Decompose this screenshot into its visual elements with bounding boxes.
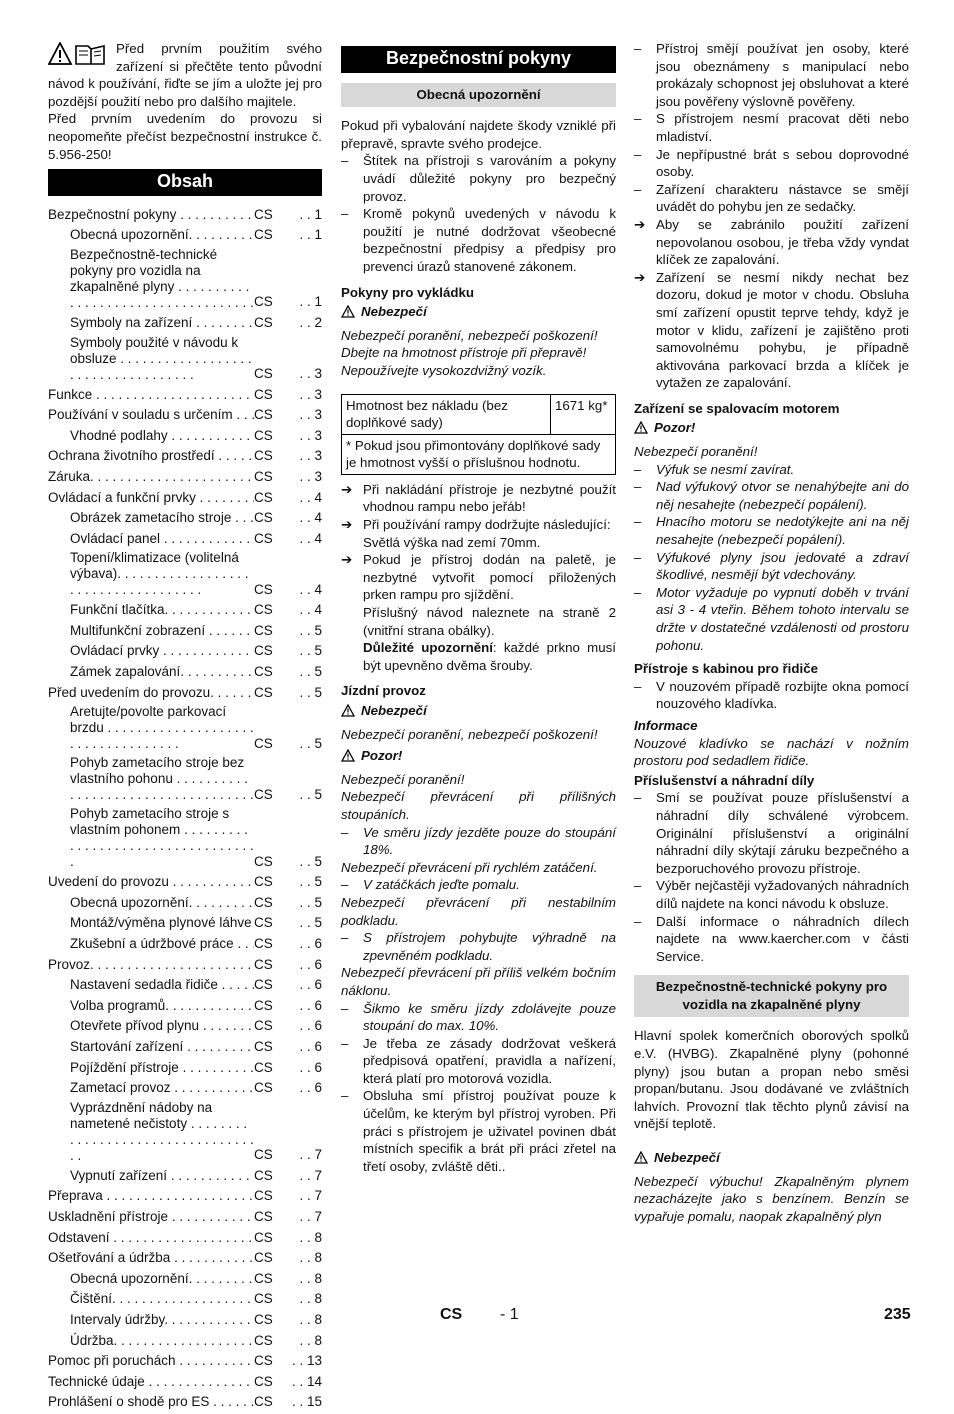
- toc-entry-lang: CS: [254, 1208, 273, 1224]
- toc-entry-title: Topení/klimatizace (volitelná výbava). . . .: [48, 550, 254, 598]
- toc-entry-title: Zámek zapalování. . . .: [48, 663, 254, 681]
- toc-entry-page: . . 5: [282, 642, 322, 660]
- toc-entry-page: . . 7: [282, 1167, 322, 1185]
- toc-entry-lang: CS: [254, 1394, 273, 1410]
- lpg-heading: Bezpečnostně-technické pokyny pro vozidla na zkapalněné plyny: [634, 975, 909, 1017]
- toc-entry-lang: CS: [254, 407, 273, 423]
- footer-language: CS: [440, 1306, 463, 1323]
- toc-entry-page: . . 3: [282, 386, 322, 404]
- toc-entry-lang: CS: [254, 294, 273, 310]
- toc-entry[interactable]: [48, 997, 322, 1015]
- toc-entry[interactable]: [48, 1229, 322, 1247]
- weight-table: [341, 394, 616, 475]
- footer-local-page: - 1: [500, 1306, 519, 1323]
- list-item: ➔ Pokud je přístroj dodán na paletě, je nezbytné vytvořit pomocí přiložených prken rampu pro sjíždění. Příslušný návod naleznete na straně 2 (vnitřní strana obálky). Důležité upozornění: každé prkno musí být upevněno dvěma šrouby.: [341, 552, 616, 673]
- accessories-title: Příslušenství a náhradní díly: [634, 772, 815, 788]
- caution-label: Pozor!: [634, 419, 909, 439]
- driving-title: Jízdní provoz: [341, 683, 426, 699]
- toc-entry-title: Obecná upozornění. . . .: [48, 894, 254, 912]
- list-item: – V zatáčkách jeďte pomalu.: [341, 877, 520, 893]
- toc-entry-lang: CS: [254, 997, 273, 1013]
- toc-entry-lang: CS: [254, 489, 273, 505]
- list-item: – Smí se používat pouze příslušenství a náhradní díly schválené výrobcem. Originální příslušenství a originální náhradní díly skýtají záruku bezpečného a bezporuchového provozu přístroje.: [634, 790, 909, 876]
- toc-entry-title: Záruka. . . .: [48, 468, 254, 486]
- list-item: – Další informace o náhradních dílech najdete na www.kaercher.com v části Service.: [634, 913, 909, 964]
- toc-entry-page: . . 14: [282, 1373, 322, 1391]
- weight-note: * Pokud jsou přimontovány doplňkové sady je hmotnost vyšší o příslušnou hodnotu.: [342, 434, 616, 474]
- toc-entry-page: . . 1: [282, 206, 322, 224]
- warning-icon: [634, 421, 648, 439]
- toc-entry-lang: CS: [254, 581, 273, 597]
- caution-text: Nebezpečí převrácení při nestabilním podkladu.: [341, 894, 616, 928]
- danger-label: Nebezpečí: [634, 1149, 909, 1169]
- list-item: – Nad výfukový otvor se nenahýbejte ani do něj nesahejte (nebezpečí popálení).: [634, 479, 909, 512]
- toc-entry[interactable]: [48, 530, 322, 548]
- toc-entry-page: . . 5: [282, 663, 322, 681]
- toc-entry-page: . . 1: [282, 293, 322, 311]
- list-item: – Hnacího motoru se nedotýkejte ani na něj nesahejte (nebezpečí popálení).: [634, 514, 909, 548]
- toc-entry-page: . . 1: [282, 226, 322, 244]
- toc-entry-page: . . 6: [282, 956, 322, 974]
- toc-entry-page: . . 3: [282, 447, 322, 465]
- engine-caution-text: Nebezpečí poranění!: [634, 444, 758, 460]
- lpg-warning: Nebezpečí výbuchu! Zkapalněným plynem nezacházejte jako s benzínem. Benzín se vypařuje pomalu, naopak zkapalněný plyn: [634, 1173, 909, 1224]
- toc-entry-title: Pojíždění přístroje . . .: [48, 1059, 254, 1077]
- toc-entry-page: . . 8: [282, 1229, 322, 1247]
- toc-entry-page: . . 4: [282, 601, 322, 619]
- toc-entry-title: Technické údaje . . .: [48, 1373, 254, 1391]
- toc-entry-lang: CS: [254, 786, 273, 802]
- list-item: – Výfuk se nesmí zavírat.: [634, 461, 795, 477]
- arrow-list: [341, 481, 616, 675]
- toc-entry-lang: CS: [254, 643, 273, 659]
- toc-entry-lang: CS: [254, 1018, 273, 1034]
- toc-entry-title: Vyprázdnění nádoby na nametené nečistoty . . .: [48, 1100, 254, 1164]
- intro-paragraph-2: Před prvním uvedením do provozu si neopomeňte přečíst bezpečnostní instrukce č. 5.956-250!: [48, 111, 322, 162]
- toc-entry-page: . . 3: [282, 468, 322, 486]
- unload-title: Pokyny pro vykládku: [341, 284, 475, 300]
- toc-entry-lang: CS: [254, 915, 273, 931]
- caution-label: Pozor!: [341, 747, 616, 767]
- toc-entry-lang: CS: [254, 448, 273, 464]
- list-item: ➔ Při nakládání přístroje je nezbytné použít vhodnou rampu nebo jeřáb!: [341, 481, 616, 515]
- toc-entry[interactable]: [48, 427, 322, 445]
- toc-entry[interactable]: [48, 976, 322, 994]
- toc-entry-lang: CS: [254, 1039, 273, 1054]
- toc-entry-lang: CS: [254, 427, 273, 443]
- toc-entry-lang: CS: [254, 468, 273, 484]
- unload-warning-3: Nepoužívejte vysokozdvižný vozík.: [341, 362, 547, 378]
- toc-entry-lang: CS: [254, 1353, 273, 1369]
- toc-entry[interactable]: [48, 806, 322, 870]
- toc-entry-title: Volba programů. . . .: [48, 997, 254, 1015]
- driving-warning: Nebezpečí poranění, nebezpečí poškození!: [341, 726, 598, 742]
- toc-entry-lang: CS: [254, 530, 273, 546]
- toc-entry-lang: CS: [254, 1373, 273, 1389]
- toc-entry-lang: CS: [254, 1332, 273, 1348]
- unpack-paragraph: Pokud při vybalování najdete škody vzniklé při přepravě, spravte svého prodejce.: [341, 118, 616, 151]
- toc-entry-page: . . 4: [282, 489, 322, 507]
- toc-entry-lang: CS: [254, 684, 273, 700]
- weight-value: 1671 kg*: [551, 394, 616, 434]
- toc-entry-title: Vypnutí zařízení . . .: [48, 1167, 254, 1185]
- toc-entry[interactable]: [48, 489, 322, 507]
- danger-label: Nebezpečí: [341, 303, 616, 323]
- toc-entry-title: Obrázek zametacího stroje . . .: [48, 509, 254, 527]
- toc-entry[interactable]: [48, 894, 322, 912]
- toc-entry-title: Přeprava . . .: [48, 1187, 254, 1205]
- toc-entry[interactable]: [48, 642, 322, 660]
- toc-entry-page: . . 8: [282, 1290, 322, 1308]
- toc-entry[interactable]: [48, 468, 322, 486]
- toc-entry[interactable]: [48, 226, 322, 244]
- toc-entry[interactable]: [48, 206, 322, 224]
- list-item: – Výběr nejčastěji vyžadovaných náhradních dílů najdete na konci návodu k obsluze.: [634, 878, 909, 911]
- list-item: – Zařízení charakteru nástavce se smějí uvádět do pohybu jen ze sedačky.: [634, 181, 909, 215]
- toc-entry[interactable]: [48, 1059, 322, 1077]
- toc-entry-lang: CS: [254, 602, 273, 618]
- toc-entry-title: Používání v souladu s určením . . .: [48, 406, 254, 424]
- caution-text: Nebezpečí převrácení při rychlém zatáčení.: [341, 859, 598, 875]
- toc-entry-title: Otevřete přívod plynu . . .: [48, 1017, 254, 1035]
- toc-entry[interactable]: [48, 1249, 322, 1267]
- left-column: [48, 40, 322, 1414]
- toc-entry-lang: CS: [254, 874, 273, 890]
- toc-entry[interactable]: [48, 1038, 322, 1056]
- toc-entry-title: Montáž/výměna plynové láhve . . .: [48, 914, 254, 932]
- toc-entry-title: Startování zařízení . . .: [48, 1038, 254, 1056]
- weight-label: Hmotnost bez nákladu (bez doplňkové sady): [342, 394, 551, 434]
- toc-entry-title: Odstavení . . .: [48, 1229, 254, 1247]
- toc-entry-lang: CS: [254, 956, 273, 972]
- toc-entry-title: Ovládací a funkční prvky . . .: [48, 489, 254, 507]
- toc-entry-lang: CS: [254, 977, 273, 993]
- list-item: – Štítek na přístroji s varováním a pokyny uvádí důležité pokyny pro bezpečný provoz.: [341, 153, 616, 204]
- middle-column: [341, 40, 616, 1175]
- toc-entry-title: Údržba. . . .: [48, 1332, 254, 1350]
- toc-entry[interactable]: [48, 684, 322, 702]
- list-item: – S přístrojem nesmí pracovat děti nebo mladiství.: [634, 111, 909, 144]
- cabin-title: Přístroje s kabinou pro řidiče: [634, 661, 818, 677]
- toc-entry-title: Obecná upozornění. . . .: [48, 226, 254, 244]
- toc-entry[interactable]: [48, 509, 322, 527]
- toc-entry-lang: CS: [254, 936, 273, 952]
- toc-entry-page: . . 5: [282, 684, 322, 702]
- toc-entry-page: . . 4: [282, 530, 322, 548]
- toc-entry-lang: CS: [254, 1250, 273, 1266]
- list-item: – Obsluha smí přístroj používat pouze k účelům, ke kterým byl přístroj vyroben. Při práci s přístrojem je uživatel povinen dbát místních specifik a brát při práci zřetel na třetí osoby, zvláště děti..: [341, 1088, 616, 1174]
- toc-entry-page: . . 7: [282, 1146, 322, 1164]
- lpg-paragraph: Hlavní spolek komerčních oborových spolků e.V. (HVBG). Zkapalněné plyny (pohonné plyny) jsou butan a propan nebo směsi propan/butanu. Jsou dodávané ve zvláštních lahvích. Provozní tlak těchto plynů závisí na vnější teplotě.: [634, 1028, 909, 1132]
- toc-entry-lang: CS: [254, 227, 273, 243]
- toc-entry-title: Ošetřování a údržba . . .: [48, 1249, 254, 1267]
- toc-entry-page: . . 8: [282, 1311, 322, 1329]
- list-item: – Výfukové plyny jsou jedovaté a zdraví škodlivé, nesmějí být vdechovány.: [634, 549, 909, 583]
- toc-entry-lang: CS: [254, 664, 273, 680]
- toc-entry-title: Obecná upozornění. . . .: [48, 1270, 254, 1288]
- list-item: ➔ Při používání rampy dodržujte následující: Světlá výška nad zemí 70mm.: [341, 517, 611, 550]
- toc-entry[interactable]: [48, 335, 322, 383]
- toc-entry-lang: CS: [254, 1167, 273, 1183]
- list-item: ➔ Zařízení se nesmí nikdy nechat bez dozoru, dokud je motor v chodu. Obsluha smí zařízení opustit teprve tehdy, když je motor v klidu, zařízení je zajištěno proti samovolnému pohybu, je případně aktivována parkovací brzda a klíček je vytažen ze zapalování.: [634, 269, 909, 391]
- toc-entry-title: Funkční tlačítka. . . .: [48, 601, 254, 619]
- toc-entry[interactable]: [48, 1290, 322, 1308]
- toc-entry-lang: CS: [254, 1291, 273, 1307]
- toc-heading: Obsah: [48, 169, 322, 196]
- toc-entry-page: . . 6: [282, 1079, 322, 1097]
- list-item: – S přístrojem pohybujte výhradně na zpevněném podkladu.: [341, 930, 616, 963]
- toc-entry-lang: CS: [254, 510, 273, 526]
- toc-entry[interactable]: [48, 663, 322, 681]
- toc-entry-title: Uskladnění přístroje . . .: [48, 1208, 254, 1226]
- toc-entry-page: . . 5: [282, 894, 322, 912]
- list-item: ➔ Aby se zabránilo použití zařízení nepovolanou osobou, je třeba vždy vyndat klíček ze zapalování.: [634, 216, 909, 268]
- toc-entry[interactable]: [48, 1079, 322, 1097]
- toc-entry-title: Čištění. . . .: [48, 1290, 254, 1308]
- toc-entry-lang: CS: [254, 735, 273, 751]
- toc-entry-title: Symboly použité v návodu k obsluze . . .: [48, 335, 254, 383]
- toc-entry-page: . . 4: [282, 509, 322, 527]
- toc-entry-title: Ovládací panel . . .: [48, 530, 254, 548]
- toc-entry-title: Funkce . . .: [48, 386, 254, 404]
- toc-entry[interactable]: [48, 1393, 322, 1411]
- toc-entry-lang: CS: [254, 1080, 273, 1096]
- toc-entry-page: . . 5: [282, 853, 322, 871]
- toc-entry-title: Aretujte/povolte parkovací brzdu . . .: [48, 704, 254, 752]
- warning-icon: [341, 305, 355, 323]
- toc-entry-title: Symboly na zařízení . . .: [48, 314, 254, 332]
- caution-text: Nebezpečí převrácení při příliš velkém bočním náklonu.: [341, 965, 616, 998]
- toc-entry-title: Pomoc při poruchách . . .: [48, 1352, 254, 1370]
- caution-text: Nebezpečí převrácení při přílišných stoupáních.: [341, 789, 616, 822]
- toc-entry-page: . . 3: [282, 406, 322, 424]
- toc-entry[interactable]: [48, 1270, 322, 1288]
- toc-entry-title: Pohyb zametacího stroje s vlastním pohonem . . .: [48, 806, 254, 870]
- toc-entry-title: Bezpečnostně-technické pokyny pro vozidla na zkapalněné plyny . . .: [48, 247, 254, 311]
- danger-label: Nebezpečí: [341, 702, 616, 722]
- warning-icon: [341, 704, 355, 722]
- toc-entry-title: Ochrana životního prostředí . . .: [48, 447, 254, 465]
- toc-entry-page: . . 7: [282, 1187, 322, 1205]
- toc-entry-lang: CS: [254, 894, 273, 910]
- toc-entry-title: Před uvedením do provozu. . . .: [48, 684, 254, 702]
- toc-entry-page: . . 6: [282, 1059, 322, 1077]
- warning-manual-icon: [48, 42, 108, 71]
- toc-entry-title: Vhodné podlahy . . .: [48, 427, 254, 445]
- toc-entry-lang: CS: [254, 1059, 273, 1075]
- toc-entry-title: Zametací provoz . . .: [48, 1079, 254, 1097]
- toc-entry-lang: CS: [254, 206, 273, 222]
- toc-entry[interactable]: [48, 873, 322, 891]
- toc-entry[interactable]: [48, 1332, 322, 1350]
- toc-entry-title: Intervaly údržby. . . .: [48, 1311, 254, 1329]
- toc-entry-page: . . 5: [282, 786, 322, 804]
- info-text: Nouzové kladívko se nachází v nožním prostoru pod sedadlem řidiče.: [634, 735, 909, 769]
- toc-entry-page: . . 6: [282, 1038, 322, 1056]
- toc-entry-page: . . 15: [282, 1393, 322, 1411]
- toc-entry[interactable]: [48, 447, 322, 465]
- list-item: – Motor vyžaduje po vypnutí doběh v trvání asi 3 - 4 vteřin. Během tohoto intervalu se držte v dostatečné vzdálenosti od prostoru pohonu.: [634, 584, 909, 653]
- toc-entry-page: . . 7: [282, 1208, 322, 1226]
- toc-entry-title: Pohyb zametacího stroje bez vlastního pohonu . . .: [48, 755, 254, 803]
- toc-entry-lang: CS: [254, 1147, 273, 1163]
- toc-entry[interactable]: [48, 914, 322, 932]
- toc-entry-page: . . 6: [282, 1017, 322, 1035]
- toc-entry-page: . . 6: [282, 997, 322, 1015]
- toc-entry-lang: CS: [254, 386, 273, 402]
- toc-entry-title: Ovládací prvky . . .: [48, 642, 254, 660]
- toc-entry[interactable]: [48, 1187, 322, 1205]
- toc-entry[interactable]: [48, 1352, 322, 1370]
- general-notes-heading: Obecná upozornění: [341, 83, 616, 108]
- list-item: – Je nepřípustné brát s sebou doprovodné osoby.: [634, 146, 909, 180]
- list-item: – Kromě pokynů uvedených v návodu k použití je nutné dodržovat všeobecné bezpečnostní předpisy a předpisy pro prevenci úrazů stanovené zákonem.: [341, 206, 616, 274]
- toc-entry-title: Prohlášení o shodě pro ES . . .: [48, 1393, 254, 1411]
- toc-entry-lang: CS: [254, 853, 273, 869]
- toc-entry-title: Multifunkční zobrazení . . .: [48, 622, 254, 640]
- caution-text: Nebezpečí poranění!: [341, 771, 465, 787]
- toc-entry-page: . . 5: [282, 873, 322, 891]
- info-title: Informace: [634, 717, 698, 733]
- safety-heading: Bezpečnostní pokyny: [341, 46, 616, 73]
- toc-entry-title: Uvedení do provozu . . .: [48, 873, 254, 891]
- footer-page-number: 235: [884, 1306, 911, 1323]
- warning-icon: [634, 1151, 648, 1169]
- list-item: – Šikmo ke směru jízdy zdolávejte pouze stoupání do max. 10%.: [341, 1000, 616, 1034]
- toc-entry-page: . . 8: [282, 1332, 322, 1350]
- toc-entry[interactable]: [48, 1208, 322, 1226]
- toc-entry-page: . . 8: [282, 1270, 322, 1288]
- toc-entry[interactable]: [48, 601, 322, 619]
- unload-warning-1: Nebezpečí poranění, nebezpečí poškození!: [341, 327, 598, 343]
- toc-entry-lang: CS: [254, 622, 273, 638]
- toc-entry[interactable]: [48, 1017, 322, 1035]
- list-item: – Přístroj smějí používat jen osoby, které jsou obeznámeny s manipulací nebo prokázaly schopnost jej obsluhovat a které jsou pověřeny výslovně pověřeny.: [634, 41, 909, 109]
- toc-entry-title: Nastavení sedadla řidiče . . .: [48, 976, 254, 994]
- toc-entry[interactable]: [48, 1167, 322, 1185]
- toc-entry[interactable]: [48, 386, 322, 404]
- toc-entry-title: Zkušební a údržbové práce . . .: [48, 935, 254, 953]
- table-of-contents: [48, 206, 322, 1411]
- toc-entry[interactable]: [48, 1311, 322, 1329]
- engine-title: Zařízení se spalovacím motorem: [634, 400, 840, 416]
- toc-entry[interactable]: [48, 550, 322, 598]
- toc-entry[interactable]: [48, 755, 322, 803]
- toc-entry-page: . . 5: [282, 622, 322, 640]
- toc-entry-page: . . 5: [282, 735, 322, 753]
- dash-list-1: [341, 152, 616, 275]
- toc-entry-page: . . 8: [282, 1249, 322, 1267]
- toc-entry-page: . . 13: [282, 1352, 322, 1370]
- toc-entry-page: . . 3: [282, 365, 322, 383]
- toc-entry[interactable]: [48, 935, 322, 953]
- list-item: – Ve směru jízdy jezděte pouze do stoupání 18%.: [341, 824, 616, 858]
- toc-entry-lang: CS: [254, 314, 273, 330]
- warning-icon: [341, 749, 355, 767]
- toc-entry[interactable]: [48, 247, 322, 311]
- toc-entry-page: . . 6: [282, 935, 322, 953]
- toc-entry[interactable]: [48, 704, 322, 752]
- toc-entry[interactable]: [48, 622, 322, 640]
- toc-entry[interactable]: [48, 1373, 322, 1391]
- list-item: – Je třeba ze zásady dodržovat veškerá předpisová opatření, pravidla a nařízení, která platí pro motorová vozidla.: [341, 1035, 616, 1086]
- toc-entry-lang: CS: [254, 1188, 273, 1204]
- toc-entry-page: . . 4: [282, 581, 322, 599]
- right-column: [634, 40, 909, 1225]
- toc-entry-title: Bezpečnostní pokyny . . .: [48, 206, 254, 224]
- unload-warning-2: Dbejte na hmotnost přístroje při přepravě!: [341, 345, 587, 361]
- toc-entry[interactable]: [48, 314, 322, 332]
- toc-entry-page: . . 2: [282, 314, 322, 332]
- toc-entry[interactable]: [48, 1100, 322, 1164]
- toc-entry[interactable]: [48, 406, 322, 424]
- toc-entry-title: Provoz. . . .: [48, 956, 254, 974]
- toc-entry-lang: CS: [254, 1311, 273, 1327]
- toc-entry-lang: CS: [254, 1229, 273, 1245]
- toc-entry-page: . . 3: [282, 427, 322, 445]
- toc-entry-lang: CS: [254, 365, 273, 381]
- toc-entry[interactable]: [48, 956, 322, 974]
- toc-entry-page: . . 5: [282, 914, 322, 932]
- toc-entry-lang: CS: [254, 1270, 273, 1286]
- list-item: – V nouzovém případě rozbijte okna pomocí nouzového kladívka.: [634, 678, 909, 712]
- intro-paragraph-1: Před prvním použitím svého zařízení si přečtěte tento původní návod k používání, řiďte se jím a uložte jej pro pozdější použití nebo pro dalšího majitele.: [48, 41, 322, 109]
- toc-entry-page: . . 6: [282, 976, 322, 994]
- intro-text: [48, 40, 322, 163]
